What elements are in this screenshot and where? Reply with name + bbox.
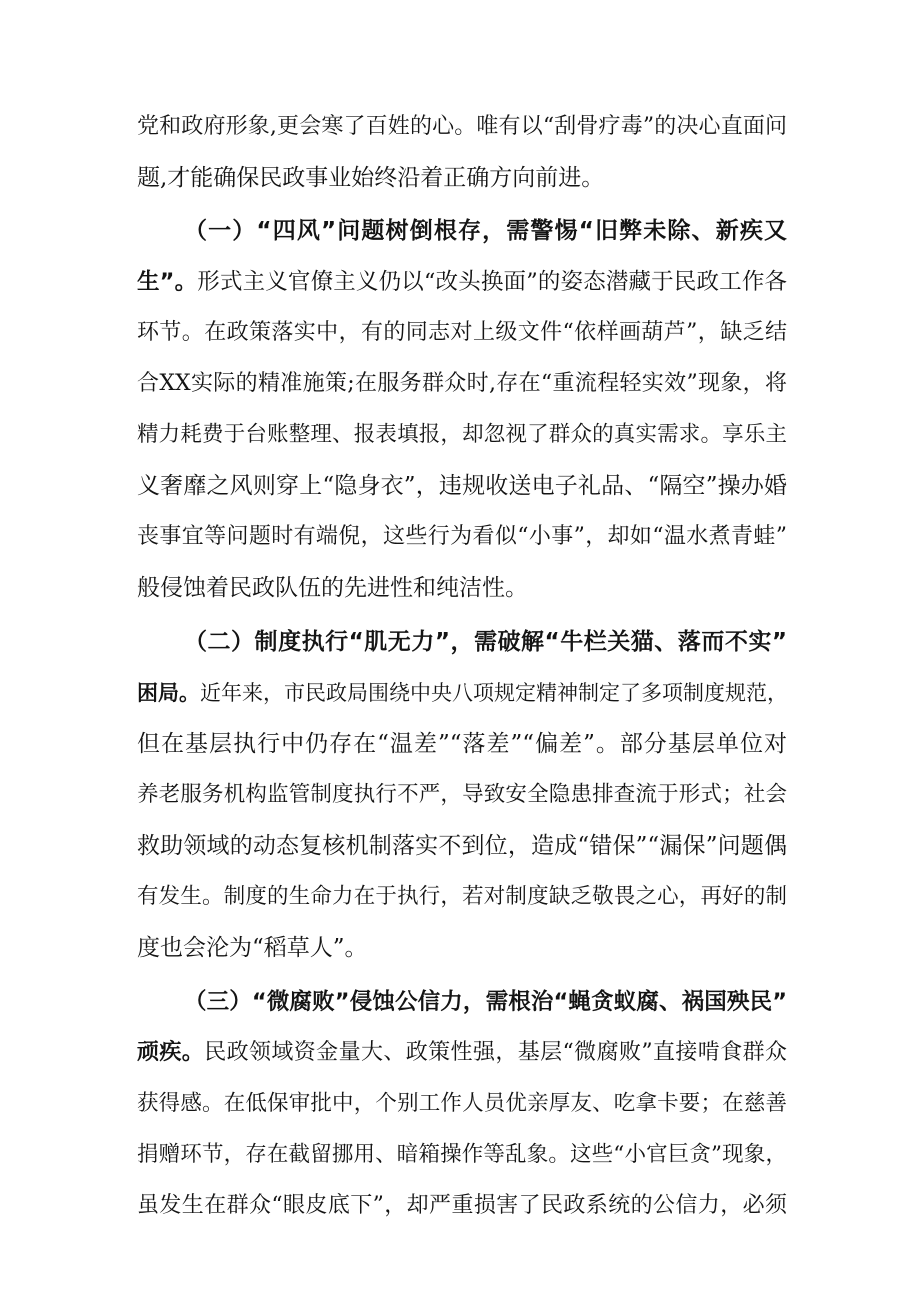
body-text-line: 般侵蚀着民政队伍的先进性和纯洁性。 <box>137 575 528 601</box>
body-text-line: 养老服务机构监管制度执行不严，导致安全隐患排查流于形式；社会 <box>137 782 787 807</box>
section-heading-2: （二）制度执行“肌无力”，需破解“牛栏关猫、落而不实” <box>184 629 787 655</box>
body-text-line: 度也会沦为“稻草人”。 <box>137 935 368 961</box>
body-text-segment: 民政领域资金量大、政策性强，基层“微腐败”直接啃食群众 <box>204 1040 787 1065</box>
body-text-segment: 近年来，市民政局围绕中央八项规定精神制定了多项制度规范， <box>200 681 788 705</box>
body-text-line: 合XX实际的精准施策;在服务群众时,存在“重流程轻实效”现象，将 <box>137 371 787 396</box>
section-heading-1: （一）“四风”问题树倒根存，需警惕“旧弊未除、新疾又 <box>184 218 787 244</box>
section-heading-3-continuation <box>137 1035 787 1071</box>
body-text-segment: 形式主义官僚主义仍以“改头换面”的姿态潜藏于民政工作各 <box>197 269 787 295</box>
body-text-line: 捐赠环节，存在截留挪用、暗箱操作等乱象。这些“小官巨贪”现象， <box>137 1142 787 1167</box>
section-heading-2-tail: 困局。 <box>137 681 200 705</box>
section-heading-3: （三）“微腐败”侵蚀公信力，需根治“蝇贪蚁腐、祸国殃民” <box>184 989 787 1015</box>
body-text-line: 有发生。制度的生命力在于执行，若对制度缺乏敬畏之心，再好的制 <box>137 884 787 909</box>
body-text-line: 题,才能确保民政事业始终沿着正确方向前进。 <box>137 165 605 191</box>
section-heading-2-continuation <box>137 675 787 711</box>
body-text-line: 救助领域的动态复核机制落实不到位，造成“错保”“漏保”问题偶 <box>137 833 787 859</box>
section-heading-1-continuation <box>137 264 787 300</box>
body-text-line: 环节。在政策落实中，有的同志对上级文件“依样画葫芦”，缺乏结 <box>137 320 787 345</box>
body-text-line: 获得感。在低保审批中，个别工作人员优亲厚友、吃拿卡要；在慈善 <box>137 1091 787 1116</box>
body-text-line: 但在基层执行中仍存在“温差”“落差”“偏差”。部分基层单位对 <box>137 731 787 757</box>
body-text-line: 虽发生在群众“眼皮底下”，却严重损害了民政系统的公信力，必须 <box>137 1193 787 1218</box>
body-text-line: 义奢靡之风则穿上“隐身衣”，违规收送电子礼品、“隔空”操办婚 <box>137 473 787 499</box>
section-heading-1-tail: 生”。 <box>137 269 198 295</box>
body-text-line: 丧事宜等问题时有端倪，这些行为看似“小事”，却如“温水煮青蛙” <box>137 524 787 549</box>
section-heading-3-tail: 顽疾。 <box>137 1040 205 1065</box>
body-text-line: 精力耗费于台账整理、报表填报，却忽视了群众的真实需求。享乐主 <box>137 422 787 447</box>
body-text-line: 党和政府形象,更会寒了百姓的心。唯有以“刮骨疗毒”的决心直面问 <box>137 114 787 139</box>
